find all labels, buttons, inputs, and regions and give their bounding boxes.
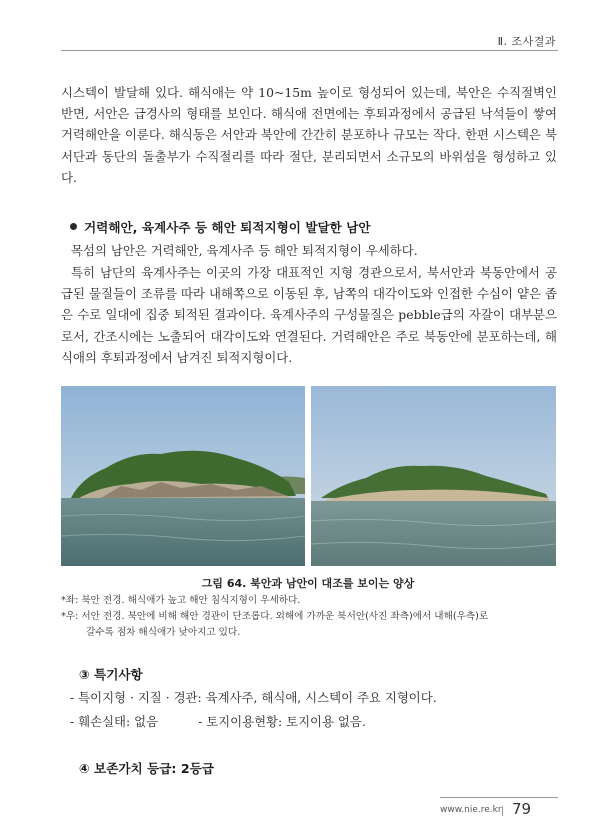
footer-divider xyxy=(440,797,558,798)
item-damage-landuse xyxy=(70,712,366,730)
item-land-use: - 토지이용현황: 토지이용 없음. xyxy=(198,714,366,729)
footer-separator xyxy=(502,806,503,816)
footer-url: www.nie.re.kr xyxy=(440,805,502,815)
island-cliff-photo-icon xyxy=(61,386,305,566)
photo-west-coast xyxy=(311,386,556,566)
figure-caption: 그림 64. 북안과 남안이 대조를 보이는 양상 xyxy=(201,577,415,590)
paragraph-tombolo: 특히 남단의 육계사주는 이곳의 가장 대표적인 지형 경관으로서, 북서안과 북동안에서 공급된 물질들이 조류를 따라 내해쪽으로 이동된 후, 남쪽의 대각이도와 인접한 수심이 얕은 좁은 수로 일대에 집중 퇴적된 결과이다. 육계사주의 구성물질은 pebble급의 자갈이 대부분으로서, 간조시에는 노출되어 대각이도와 연결된다. 거력해안은 주로 북동안에 분포하는데, 해식애의 후퇴과정에서 남겨진 퇴적지형이다. xyxy=(61,265,557,365)
item-special-landforms: - 특이지형 · 지질 · 경관: 육계사주, 해식애, 시스텍이 주요 지형이다. xyxy=(70,690,437,705)
subheading-south-coast xyxy=(70,217,371,236)
note-right-line2: 갈수록 점차 해식애가 낮아지고 있다. xyxy=(86,627,241,638)
photo-north-coast xyxy=(61,386,305,566)
item-damage-status: - 훼손실태: 없음 xyxy=(70,714,159,729)
note-right-line1: *우: 서안 전경. 북안에 비해 해안 경관이 단조롭다. 외해에 가까운 북서안(사진 좌측)에서 내해(우측)로 xyxy=(61,611,489,622)
section4-heading: ④ 보존가치 등급: 2등급 xyxy=(79,761,214,776)
section-label: Ⅱ. 조사결과 xyxy=(497,35,556,48)
header-divider xyxy=(61,50,558,51)
paragraph-cliff-description: 시스텍이 발달해 있다. 해식애는 약 10~15m 높이로 형성되어 있는데, 북안은 수직절벽인 반면, 서안은 급경사의 형태를 보인다. 해식애 전면에는 후퇴과정에서 공급된 낙석들이 쌓여 거력해안을 이룬다. 해식동은 서안과 북안에 간간히 분포하나 규모는 작다. 한편 시스텍은 북서단과 동단의 돌출부가 수직절리를 따라 절단, 분리되면서 소규모의 바위섬을 형성하고 있다. xyxy=(61,85,557,185)
paragraph-south-coast-intro: 목섬의 남안은 거력해안, 육계사주 등 해안 퇴적지형이 우세하다. xyxy=(71,243,418,258)
island-low-coast-photo-icon xyxy=(311,386,556,566)
bullet-icon xyxy=(70,223,77,230)
note-left-photo: *좌: 북안 전경. 해식애가 높고 해안 침식지형이 우세하다. xyxy=(61,595,301,606)
note-right-photo xyxy=(61,609,559,641)
subheading-text: 거력해안, 육계사주 등 해안 퇴적지형이 발달한 남안 xyxy=(84,220,371,235)
page-number: 79 xyxy=(512,800,532,818)
section3-heading: ③ 특기사항 xyxy=(79,667,143,682)
